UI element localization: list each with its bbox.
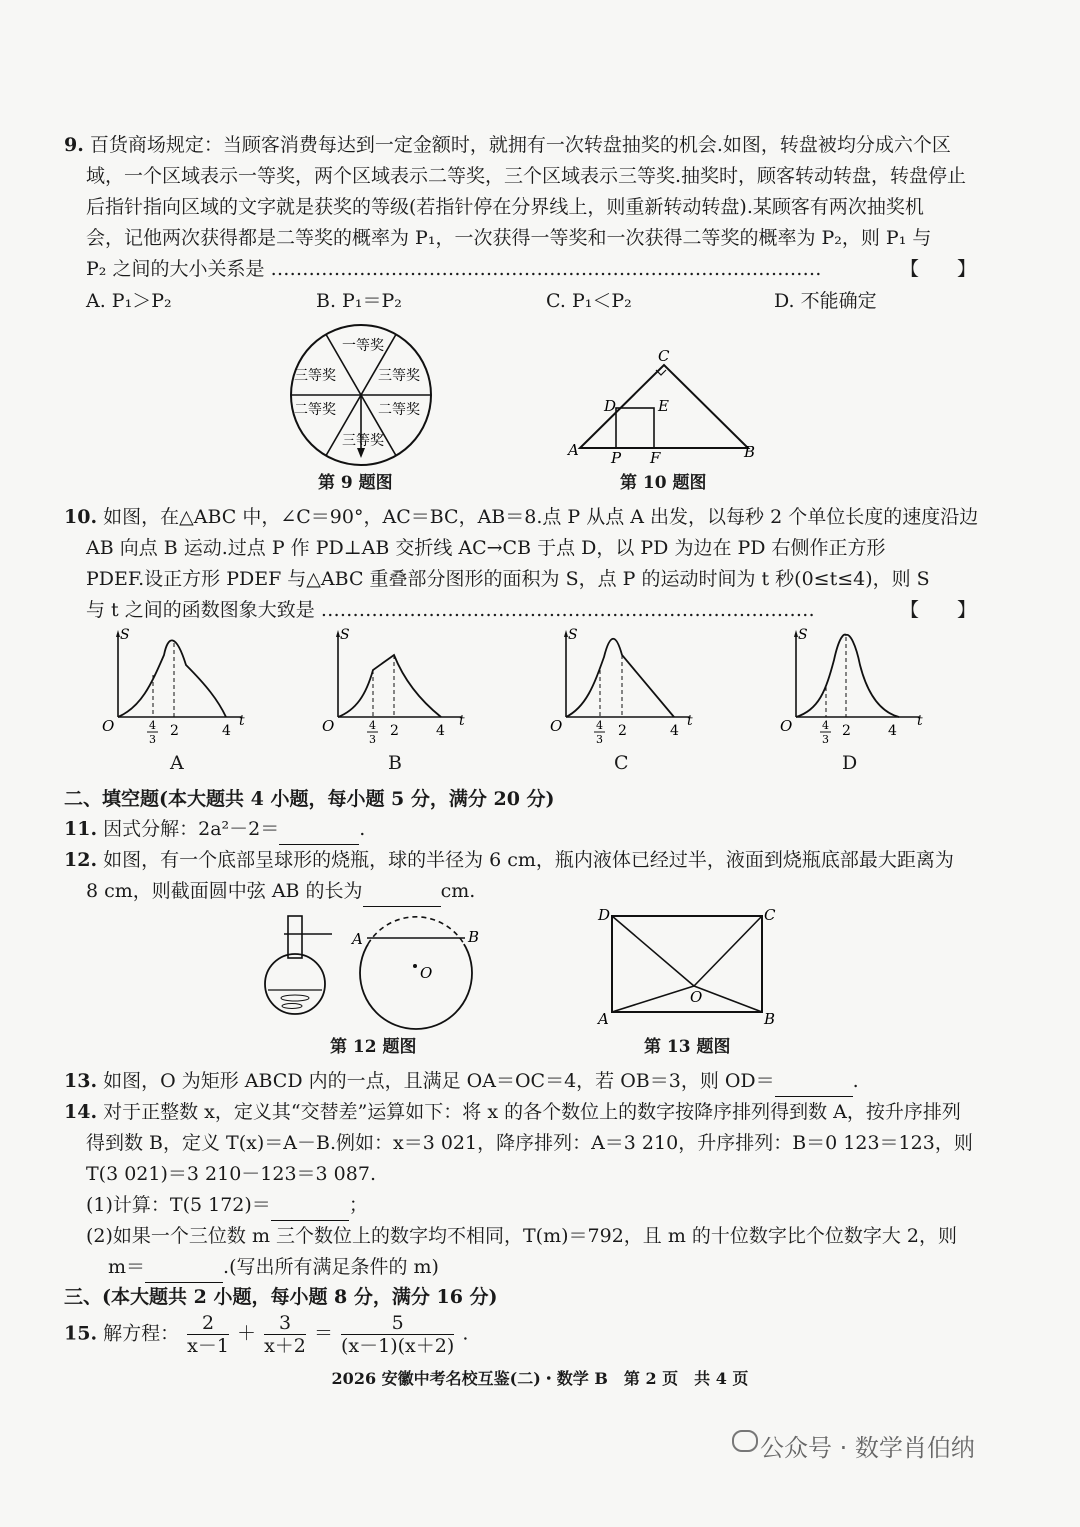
flask-figure	[262, 912, 342, 1022]
q15-plus: ＋	[237, 1322, 257, 1345]
rectangle-abcd	[612, 916, 762, 1012]
q15-prefix: 解方程：	[103, 1322, 180, 1345]
q14-part-2b-end: .(写出所有满足条件的 m)	[223, 1256, 439, 1278]
circle-section-figure	[350, 906, 490, 1031]
wheel-second-prize-2: 二等奖	[378, 402, 420, 418]
svg-text:B: B	[468, 928, 480, 946]
svg-text:3: 3	[822, 733, 829, 746]
q15-end: .	[462, 1322, 469, 1345]
q15-equals: ＝	[313, 1322, 333, 1345]
q10-line-4: 与 t 之间的函数图象大致是 ……………………………………………………………………	[86, 599, 815, 621]
svg-text:4: 4	[149, 719, 156, 732]
q10-line-3: PDEF.设正方形 PDEF 与△ABC 重叠部分图形的面积为 S，点 P 的运动时间为 t 秒(0≤t≤4)，则 S	[86, 568, 930, 590]
section-2-heading: 二、填空题(本大题共 4 小题，每小题 5 分，满分 20 分)	[64, 788, 555, 810]
q9-line-5: P₂ 之间的大小关系是 ……………………………………………………………………………	[86, 258, 822, 280]
section-3-heading: 三、(本大题共 2 小题，每小题 8 分，满分 16 分)	[64, 1286, 498, 1308]
svg-text:O: O	[550, 717, 563, 735]
q15-fraction-1: $\frac{2}{x-1}$	[187, 1312, 229, 1357]
question-9	[64, 130, 984, 285]
svg-text:4: 4	[436, 723, 445, 739]
q15-fraction-3: $\frac{5}{(x-1)(x+2)}$	[341, 1312, 455, 1357]
q12-line-2: 8 cm，则截面圆中弦 AB 的长为	[86, 880, 363, 902]
q13-figure-caption: 第 13 题图	[644, 1037, 731, 1057]
svg-text:t: t	[239, 713, 245, 729]
q9-line-4: 会，记他两次获得都是二等奖的概率为 P₁，一次获得一等奖和一次获得二等奖的概率为 P₂，则 P₁ 与	[86, 227, 932, 249]
q15-fraction-2: $\frac{3}{x+2}$	[264, 1312, 306, 1357]
graph-label-d: D	[842, 752, 858, 774]
q12-line-1: 如图，有一个底部呈球形的烧瓶，球的半径为 6 cm，瓶内液体已经过半，液面到烧瓶底部最大距离为	[103, 849, 954, 871]
label-d: D	[604, 397, 617, 415]
graph-option-d	[774, 625, 924, 750]
q12-figure-caption: 第 12 题图	[330, 1037, 417, 1057]
svg-text:S: S	[120, 627, 130, 643]
q12-answer-blank[interactable]	[363, 884, 441, 907]
label-e: E	[658, 397, 669, 415]
q14-part-1-end: ；	[348, 1194, 368, 1216]
svg-text:4: 4	[222, 723, 231, 739]
q10-figure-caption: 第 10 题图	[620, 473, 707, 493]
svg-text:O: O	[690, 988, 703, 1006]
rectangle-figure	[594, 902, 784, 1027]
q9-answer-bracket: 【 】	[899, 258, 976, 280]
q14-line-1: 对于正整数 x，定义其“交替差”运算如下：将 x 的各个数位上的数字按降序排列得到数 A，按升序排列	[103, 1101, 961, 1123]
wechat-icon	[732, 1430, 758, 1452]
q9-line-3: 后指针指向区域的文字就是获奖的等级(若指针停在分界线上，则重新转动转盘).某顾客有两次抽奖机	[86, 196, 924, 218]
q10-line-1: 如图，在△ABC 中，∠C＝90°，AC＝BC，AB＝8.点 P 从点 A 出发，以每秒 2 个单位长度的速度沿边	[103, 506, 979, 528]
q9-number: 9.	[64, 134, 84, 156]
q14-part-1-blank[interactable]	[271, 1198, 349, 1221]
svg-text:2: 2	[170, 723, 179, 739]
svg-text:C: C	[764, 906, 776, 924]
q9-line-1: 百货商场规定：当顾客消费每达到一定金额时，就拥有一次转盘抽奖的机会.如图，转盘被均分成六个区	[89, 134, 951, 156]
svg-text:3: 3	[149, 733, 156, 746]
wheel-third-prize-3: 三等奖	[342, 433, 384, 449]
q9-figure-caption: 第 9 题图	[318, 473, 393, 493]
svg-text:B: B	[764, 1010, 776, 1027]
svg-text:S: S	[798, 627, 808, 643]
svg-text:A: A	[352, 930, 363, 948]
svg-text:2: 2	[842, 723, 851, 739]
svg-text:A: A	[598, 1010, 609, 1027]
q14-line-2: 得到数 B，定义 T(x)＝A－B.例如：x＝3 021，降序排列：A＝3 210，升序排列：B＝0 123＝123，则	[86, 1132, 973, 1154]
q10-answer-bracket: 【 】	[899, 599, 976, 621]
graph-option-b	[316, 625, 466, 750]
graph-label-c: C	[614, 752, 629, 774]
svg-text:4: 4	[822, 719, 829, 732]
graph-option-a	[96, 625, 246, 750]
svg-text:O: O	[102, 717, 115, 735]
svg-text:4: 4	[369, 719, 376, 732]
triangle-figure	[566, 345, 766, 465]
svg-text:4: 4	[596, 719, 603, 732]
svg-text:t: t	[459, 713, 465, 729]
label-p: P	[611, 449, 622, 465]
q10-number: 10.	[64, 506, 98, 528]
svg-text:D: D	[598, 906, 611, 924]
question-12	[64, 845, 984, 907]
page-footer: 2026 安徽中考名校互鉴(二)・数学 B 第 2 页 共 4 页	[331, 1369, 749, 1388]
graph-label-b: B	[388, 752, 402, 774]
graph-option-c	[544, 625, 694, 750]
q14-number: 14.	[64, 1101, 98, 1123]
graph-label-a: A	[170, 752, 184, 774]
q9-option-c: C. P₁＜P₂	[546, 290, 632, 312]
q12-unit: cm.	[440, 880, 476, 902]
svg-text:3: 3	[369, 733, 376, 746]
wheel-third-prize-1: 三等奖	[294, 368, 336, 384]
q11-number: 11.	[64, 818, 98, 840]
q14-part-2b: m＝	[108, 1256, 146, 1278]
q11-text: 因式分解：2a²－2＝	[103, 818, 280, 840]
svg-text:O: O	[322, 717, 335, 735]
svg-text:S: S	[340, 627, 350, 643]
svg-text:S: S	[568, 627, 578, 643]
svg-text:2: 2	[390, 723, 399, 739]
prize-wheel-figure	[286, 320, 436, 470]
svg-text:3: 3	[596, 733, 603, 746]
wheel-first-prize: 一等奖	[342, 338, 384, 354]
wheel-second-prize-1: 二等奖	[294, 402, 336, 418]
watermark: 公众号 · 数学肖伯纳	[760, 1434, 975, 1462]
question-11	[64, 814, 984, 845]
square-pdef	[616, 408, 654, 448]
svg-text:O: O	[780, 717, 793, 735]
q13-text: 如图，O 为矩形 ABCD 内的一点，且满足 OA＝OC＝4，若 OB＝3，则 OD＝	[103, 1070, 775, 1092]
q13-answer-blank[interactable]	[775, 1074, 853, 1097]
q11-answer-blank[interactable]	[279, 822, 359, 845]
q11-end: .	[359, 818, 366, 840]
question-14	[64, 1097, 984, 1283]
q9-option-b: B. P₁＝P₂	[316, 290, 402, 312]
q9-option-a: A. P₁＞P₂	[86, 290, 172, 312]
q13-end: .	[852, 1070, 859, 1092]
q10-line-2: AB 向点 B 运动.过点 P 作 PD⊥AB 交折线 AC→CB 于点 D，以 PD 为边在 PD 右侧作正方形	[86, 537, 886, 559]
svg-text:t: t	[917, 713, 923, 729]
q14-part-2-blank[interactable]	[145, 1260, 223, 1283]
label-f: F	[650, 449, 661, 465]
label-a: A	[568, 441, 579, 459]
question-10	[64, 502, 984, 626]
label-b: B	[744, 443, 756, 461]
question-13	[64, 1066, 984, 1097]
svg-text:4: 4	[888, 723, 897, 739]
q13-number: 13.	[64, 1070, 98, 1092]
q14-part-1: (1)计算：T(5 172)＝	[86, 1194, 271, 1216]
question-15	[64, 1312, 984, 1357]
wheel-third-prize-2: 三等奖	[378, 368, 420, 384]
q14-part-2: (2)如果一个三位数 m 三个数位上的数字均不相同，T(m)＝792，且 m 的十位数字比个位数字大 2，则	[86, 1225, 958, 1247]
svg-text:t: t	[687, 713, 693, 729]
svg-text:4: 4	[670, 723, 679, 739]
q9-option-d: D. 不能确定	[774, 290, 877, 312]
label-c: C	[658, 347, 670, 365]
q9-line-2: 域，一个区域表示一等奖，两个区域表示二等奖，三个区域表示三等奖.抽奖时，顾客转动转盘，转盘停止	[86, 165, 967, 187]
q15-number: 15.	[64, 1322, 98, 1345]
q12-number: 12.	[64, 849, 98, 871]
svg-text:O: O	[420, 964, 433, 982]
q14-line-3: T(3 021)＝3 210－123＝3 087.	[86, 1163, 376, 1185]
svg-text:2: 2	[618, 723, 627, 739]
